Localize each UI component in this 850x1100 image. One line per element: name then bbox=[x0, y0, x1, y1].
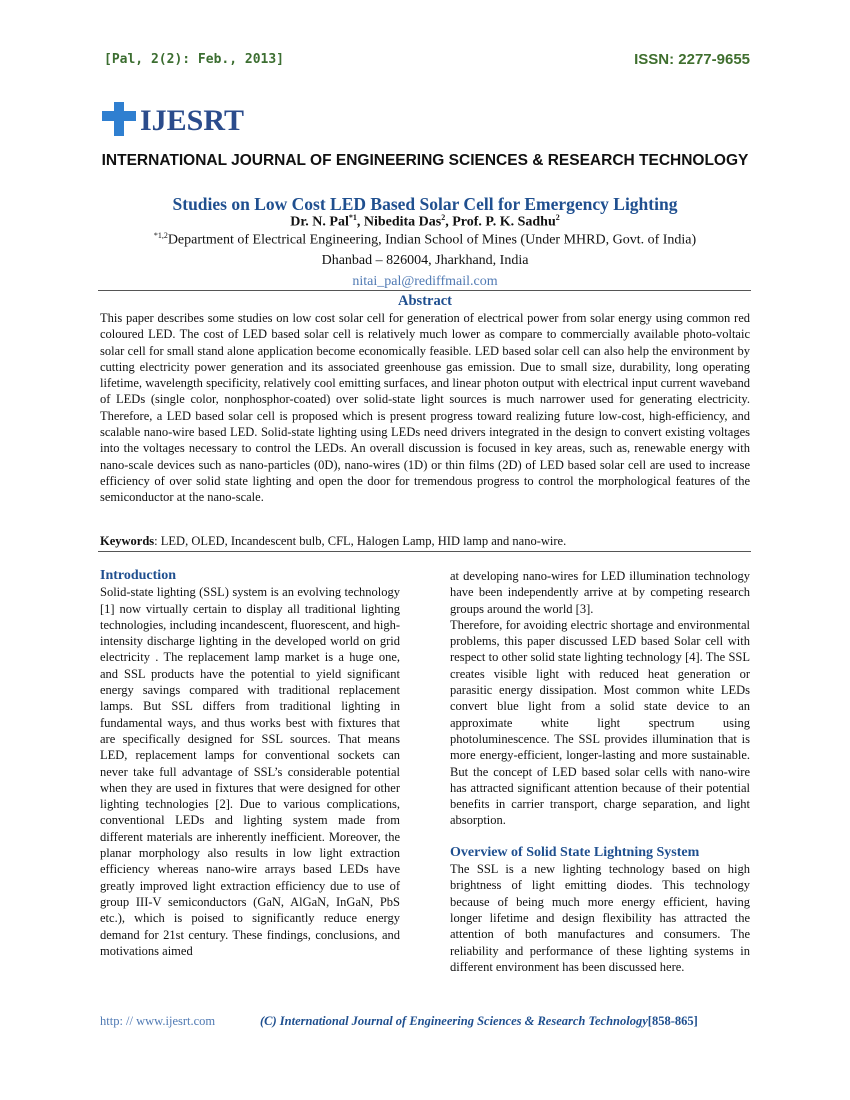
keywords-text: : LED, OLED, Incandescent bulb, CFL, Halogen Lamp, HID lamp and nano-wire. bbox=[154, 534, 567, 548]
keywords-label: Keywords bbox=[100, 534, 155, 548]
author-email-link[interactable]: nitai_pal@rediffmail.com bbox=[352, 274, 498, 289]
author-1-sup: *1 bbox=[348, 213, 357, 222]
paper-affiliation bbox=[100, 231, 750, 249]
affiliation-sup: *1,2 bbox=[153, 231, 168, 240]
introduction-text: Solid-state lighting (SSL) system is an evolving technology [1] now virtually certain to display all traditional lighting technologies, including incandescent, fluorescent, and high-intensity discharge lighting in the developed world on grid electricity . The replacement lamp market is a huge one, and SSL products have the potential to yield significant energy savings compared with traditional replacement lamps. But SSL differs from traditional lighting in fundamental ways, and thus works best with fixtures that are specifically designed for SSL sources. That means LED, replacement lamps for conventional sockets can never take full advantage of SSL’s considerable potential when they are used in fixtures that were designed for other lighting technologies [2]. Due to various complications, conventional LEDs and lighting system made from different materials are inherently inefficient. Moreover, the planar morphology also results in low light extraction efficiency whereas nano-wire arrays based LEDs have greatly improved light extraction efficiency due to use of group III-V semiconductors (GaN, AlGaN, InGaN, PbS etc.), which is poised to significantly reduce energy demand for 21st century. These findings, conclusions, and motivations aimed bbox=[100, 585, 400, 958]
author-1: Dr. N. Pal bbox=[290, 214, 349, 230]
footer-journal bbox=[260, 1014, 698, 1029]
journal-logo bbox=[100, 100, 244, 138]
author-sep-1: , bbox=[356, 214, 364, 230]
keywords-line bbox=[100, 534, 750, 549]
author-2: Nibedita Das bbox=[363, 214, 442, 230]
author-3: Prof. P. K. Sadhu bbox=[452, 214, 556, 230]
footer-url-link[interactable]: http: // www.ijesrt.com bbox=[100, 1014, 216, 1028]
paper-authors bbox=[100, 213, 750, 231]
introduction-heading: Introduction bbox=[100, 568, 176, 583]
logo-text: IJESRT bbox=[140, 104, 244, 137]
abstract-text: This paper describes some studies on low cost solar cell for generation of electrical power from solar energy using common red coloured LED. The cost of LED based solar cell is relatively much lower as compare to commercially available photo-voltaic solar cell for small stand alone application become economically feasible. LED based solar cell can also help the environment by cutting electricity power generation and its associated greenhouse gas emission. Due to small size, durability, long operating lifetime, wavelength specificity, relatively cool emitting surfaces, and linear photon output with electrical input current waveband of LEDs (single color, nonphosphor-coated) over solid-state light sources is much narrower used for generating electricity. Therefore, a LED based solar cell is proposed which is present progress toward realizing future low-cost, high-efficiency, and scalable nano-wire based LED. Solid-state lighting using LEDs need drivers integrated in the design to convert existing voltages into the voltages necessary to control the LEDs. An overall discussion is focused in key areas, such as, renewable energy with nano-scale devices such as nano-particles (0D), nano-wires (1D) or thin films (2D) of LED based solar cell are used to increase efficiency of over solid state lighting and open the door for tremendous progress to control the morphological features of the semiconductor at the nano-scale. bbox=[100, 311, 750, 505]
author-3-sup: 2 bbox=[555, 213, 560, 222]
author-sep-2: , bbox=[445, 214, 453, 230]
header-issn: ISSN: 2277-9655 bbox=[634, 51, 750, 68]
paper-title: Studies on Low Cost LED Based Solar Cell for Emergency Lighting bbox=[172, 194, 678, 214]
footer-pages: [858-865] bbox=[647, 1014, 698, 1028]
divider-top bbox=[98, 290, 751, 291]
overview-text: The SSL is a new lighting technology based on high brightness of light emitting diodes. This technology because of being much more energy efficient, having longer lifetime and design flexibility has attracted the attention of both manufactures and consumers. The reliability and performance of these lighting systems in different environment has been discussed here. bbox=[450, 862, 750, 974]
affiliation-text: Department of Electrical Engineering, Indian School of Mines (Under MHRD, Govt. of India) bbox=[167, 232, 697, 248]
plus-cross-icon bbox=[100, 100, 138, 138]
abstract-heading: Abstract bbox=[398, 293, 452, 309]
journal-name: INTERNATIONAL JOURNAL OF ENGINEERING SCIENCES & RESEARCH TECHNOLOGY bbox=[101, 152, 749, 169]
right-para-2: Therefore, for avoiding electric shortage and environmental problems, this paper discussed LED based Solar cell with respect to other solid state lighting technology [4]. The SSL creates visible light with reduced heat generation or parasitic energy dissipation. Most common white LEDs convert blue light from a solid state device to an approximate white light spectrum using photoluminescence. The SSL provides illumination that is more energy-efficient, longer-lasting and more sustainable. But the concept of LED based solar cells with nano-wire has attracted significant attention because of their potential benefits in carrier transport, charge separation, and light absorption. bbox=[450, 617, 750, 828]
paper-address: Dhanbad – 826004, Jharkhand, India bbox=[321, 253, 529, 268]
right-para-1: at developing nano-wires for LED illumination technology have been independently arrive at by competing research groups around the world [3]. bbox=[450, 569, 750, 616]
right-column bbox=[450, 568, 750, 975]
divider-keywords bbox=[98, 551, 751, 552]
footer-journal-name: (C) International Journal of Engineering Sciences & Research Technology bbox=[260, 1014, 648, 1028]
header-citation: [Pal, 2(2): Feb., 2013] bbox=[104, 52, 285, 67]
left-column bbox=[100, 568, 400, 959]
overview-heading: Overview of Solid State Lightning System bbox=[450, 844, 700, 860]
author-2-sup: 2 bbox=[441, 213, 446, 222]
